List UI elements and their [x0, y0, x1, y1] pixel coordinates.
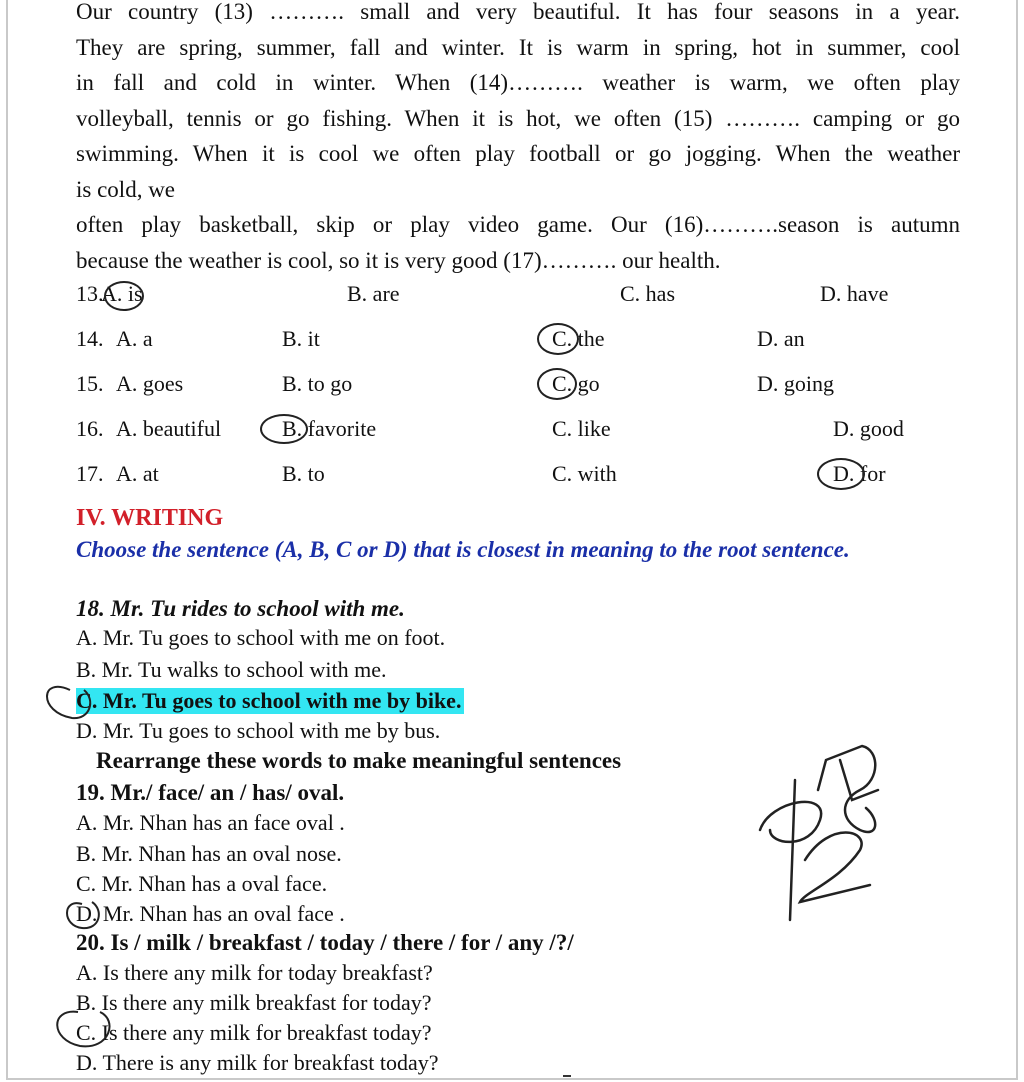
- writing-instruction: Choose the sentence (A, B, C or D) that is closest in meaning to the root sentence.: [76, 537, 850, 562]
- q19-prompt: 19. Mr./ face/ an / has/ oval.: [76, 780, 345, 805]
- q18-prompt: 18. Mr. Tu rides to school with me.: [76, 596, 405, 621]
- q14-option-b[interactable]: B. it: [282, 326, 320, 351]
- q17-option-a[interactable]: A. at: [116, 461, 159, 486]
- q20-prompt: 20. Is / milk / breakfast / today / there / for / any /?/: [76, 930, 574, 955]
- q18-option-b[interactable]: B. Mr. Tu walks to school with me.: [76, 657, 387, 682]
- passage-line: swimming. When it is cool we often play football or go jogging. When the weather: [76, 141, 960, 166]
- q13-option-c[interactable]: C. has: [620, 281, 675, 306]
- q20-option-b[interactable]: B. Is there any milk breakfast for today?: [76, 990, 432, 1015]
- q17-option-b[interactable]: B. to: [282, 461, 325, 486]
- q14-option-c[interactable]: C. the: [552, 326, 605, 351]
- q13-number: 13.: [76, 281, 104, 306]
- q14-option-a[interactable]: A. a: [116, 326, 153, 351]
- q17-option-c[interactable]: C. with: [552, 461, 617, 486]
- q18-option-c[interactable]: C. Mr. Tu goes to school with me by bike.: [76, 688, 464, 714]
- q15-number: 15.: [76, 371, 104, 396]
- q20-option-a[interactable]: A. Is there any milk for today breakfast?: [76, 960, 433, 985]
- q18-option-a[interactable]: A. Mr. Tu goes to school with me on foot.: [76, 625, 446, 650]
- q13-option-d[interactable]: D. have: [820, 281, 889, 306]
- q19-option-c[interactable]: C. Mr. Nhan has a oval face.: [76, 871, 328, 896]
- q15-option-c[interactable]: C. go: [552, 371, 600, 396]
- passage-line: because the weather is cool, so it is very good (17)………. our health.: [76, 247, 721, 273]
- q18-option-d[interactable]: D. Mr. Tu goes to school with me by bus.: [76, 718, 441, 743]
- q17-number: 17.: [76, 461, 104, 486]
- q20-option-d[interactable]: D. There is any milk for breakfast today?: [76, 1050, 439, 1075]
- passage-line: Our country (13) ………. small and very beautiful. It has four seasons in a year.: [76, 0, 960, 24]
- rearrange-heading: Rearrange these words to make meaningful sentences: [96, 748, 622, 773]
- q16-answer-circle: [260, 414, 308, 444]
- q15-option-b[interactable]: B. to go: [282, 371, 353, 396]
- q13-option-a[interactable]: A. is: [101, 281, 143, 306]
- q15-answer-circle: [537, 368, 577, 400]
- q20-option-c[interactable]: C. Is there any milk for breakfast today?: [76, 1020, 432, 1045]
- q13-answer-circle: [104, 281, 144, 311]
- q14-option-d[interactable]: D. an: [757, 326, 805, 351]
- reading-passage: [76, 0, 960, 278]
- passage-line: is cold, we: [76, 176, 176, 202]
- section-title: IV. WRITING: [76, 505, 224, 531]
- passage-line: often play basketball, skip or play video game. Our (16)……….season is autumn: [76, 212, 960, 237]
- passage-line: They are spring, summer, fall and winter. It is warm in spring, hot in summer, cool: [76, 34, 960, 60]
- q17-option-d[interactable]: D. for: [833, 461, 886, 486]
- q13-option-b[interactable]: B. are: [347, 281, 400, 306]
- q16-option-a[interactable]: A. beautiful: [116, 416, 222, 441]
- q19-option-d[interactable]: D. Mr. Nhan has an oval face .: [76, 901, 345, 926]
- q16-option-b[interactable]: B. favorite: [282, 416, 377, 441]
- q19-option-b[interactable]: B. Mr. Nhan has an oval nose.: [76, 841, 342, 866]
- q16-number: 16.: [76, 416, 104, 441]
- q19-option-a[interactable]: A. Mr. Nhan has an face oval .: [76, 810, 345, 835]
- passage-line: in fall and cold in winter. When (14)………. weather is warm, we often play: [76, 70, 960, 95]
- q16-option-d[interactable]: D. good: [833, 416, 904, 441]
- q16-option-c[interactable]: C. like: [552, 416, 611, 441]
- q15-option-a[interactable]: A. goes: [116, 371, 184, 396]
- q14-number: 14.: [76, 326, 104, 351]
- q17-answer-circle: [817, 458, 865, 490]
- passage-line: volleyball, tennis or go fishing. When it is hot, we often (15) ………. camping or go: [76, 105, 960, 131]
- q15-option-d[interactable]: D. going: [757, 371, 834, 396]
- q14-answer-circle: [537, 323, 579, 355]
